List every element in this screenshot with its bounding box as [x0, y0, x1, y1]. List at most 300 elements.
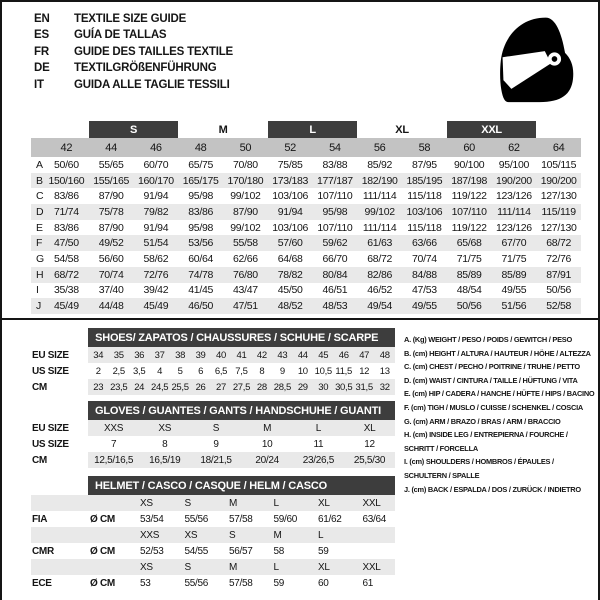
numeric-size: 52 [268, 138, 313, 157]
measurement-value: 103/106 [272, 190, 309, 203]
helmet-size-value: 63/64 [362, 513, 387, 525]
measurement-value: 190/200 [492, 173, 537, 189]
size-value: 9 [279, 365, 285, 377]
helmet-letter-size: XL [306, 495, 351, 511]
measurement-value: 83/88 [322, 158, 348, 171]
measurement-value: 95/100 [498, 158, 530, 171]
spacer-cell [31, 476, 88, 495]
measurement-value: 155/165 [89, 173, 134, 189]
section-title-row [31, 328, 395, 347]
measurement-value: 82/86 [357, 267, 402, 283]
size-row [31, 347, 395, 363]
measurement-value: 91/94 [143, 221, 169, 234]
measurement-value: 127/130 [540, 190, 577, 203]
measurement-value: 78/82 [268, 267, 313, 283]
numeric-size: 62 [492, 138, 537, 157]
measurement-value: 103/106 [272, 221, 309, 234]
helmet-letter-size: S [173, 559, 218, 575]
measurement-value: 47/50 [44, 235, 89, 251]
measurement-value: 87/90 [223, 204, 268, 220]
helmet-size-value: 57/58 [229, 577, 253, 589]
legend-item: J. (cm) BACK / ESPALDA / DOS / ZURÜCK / INDIETRO [404, 484, 581, 494]
size-value: 28 [252, 379, 272, 395]
measurement-value: 72/76 [134, 267, 179, 283]
measurement-value: 185/195 [402, 173, 447, 189]
size-value: 11 [313, 438, 324, 450]
measurement-value: 65/75 [188, 158, 214, 171]
helmet-letter-size: XS [128, 495, 173, 511]
size-value: 43 [272, 347, 292, 363]
measurement-value: 91/94 [268, 204, 313, 220]
measurement-row-e [31, 220, 581, 236]
numeric-size: 44 [89, 138, 134, 157]
letter-size-m: M [218, 123, 228, 136]
measurement-letter: A [36, 158, 43, 171]
measurement-value: 66/70 [322, 252, 348, 265]
section-title-row [31, 476, 395, 495]
legend-item: E. (cm) HIP / CADERA / HANCHE / HÜFTE / HIPS / BACINO [404, 389, 595, 399]
size-value: 38 [170, 347, 190, 363]
measurement-value: 127/130 [540, 221, 577, 234]
helmet-standard-row-ece [31, 575, 395, 591]
measurement-value: 46/51 [322, 284, 348, 297]
size-value: 23 [88, 379, 108, 395]
letter-size-xl: XL [395, 123, 409, 136]
row-label-placeholder [31, 559, 88, 575]
size-value: L [293, 420, 344, 436]
language-title: GUÍA DE TALLAS [74, 29, 167, 42]
size-value: 11,5 [335, 365, 353, 377]
measurement-value: 56/60 [98, 252, 124, 265]
measurement-letter: I [36, 284, 39, 297]
numeric-size: 58 [402, 138, 447, 157]
measurement-value: 99/102 [230, 190, 261, 203]
language-code: ES [34, 29, 49, 42]
size-value: 8 [259, 365, 265, 377]
legend-item: A. (Kg) WEIGHT / PESO / POIDS / GEWITCH / PESO [404, 335, 572, 344]
helmet-size-value: 57/58 [229, 513, 253, 525]
size-value: 16,5/19 [139, 452, 190, 468]
language-code: EN [34, 13, 50, 25]
measurement-value: 52/58 [536, 298, 581, 314]
size-row [31, 436, 395, 452]
measurement-value: 54/58 [53, 252, 79, 265]
size-value: 45 [313, 347, 333, 363]
letter-size-s: S [89, 121, 179, 138]
measurement-value: 107/110 [447, 204, 492, 220]
size-value: 24 [129, 379, 149, 395]
measurement-value: 107/110 [317, 221, 353, 234]
measurement-value: 91/94 [143, 190, 169, 203]
spacer-cell [31, 328, 88, 347]
helmet-size-value: 55/56 [184, 513, 209, 525]
standard-label: CMR [32, 545, 54, 557]
helmet-size-value: 60 [318, 577, 329, 589]
gloves-size-table [31, 401, 395, 468]
size-value: 34 [88, 347, 108, 363]
measurement-value: 90/100 [453, 158, 485, 171]
numeric-size: 54 [313, 138, 358, 157]
measurement-value: 39/42 [143, 284, 169, 297]
racing-helmet-icon [492, 12, 580, 106]
size-row [31, 452, 395, 468]
measurement-value: 50/60 [53, 158, 79, 171]
measurement-value: 74/78 [178, 267, 223, 283]
size-value: 18/21,5 [190, 452, 241, 468]
size-value: 47 [354, 347, 374, 363]
helmet-size-value: 61/62 [318, 513, 342, 525]
language-title: TEXTILGRÖßENFÜHRUNG [74, 62, 217, 75]
helmet-letter-size-row [31, 495, 395, 511]
measurement-value: 50/56 [546, 284, 572, 297]
measurement-value: 85/89 [447, 267, 492, 283]
measurement-letter: F [31, 235, 44, 251]
measurement-value: 45/50 [277, 284, 303, 297]
helmet-size-value: 53/54 [140, 513, 164, 525]
helmet-letter-size: XS [173, 527, 218, 543]
measurement-value: 123/126 [495, 221, 532, 234]
measurement-value: 150/160 [44, 173, 89, 189]
measurement-value: 111/114 [362, 221, 397, 234]
helmet-size-value: 53 [140, 577, 151, 589]
legend-item: B. (cm) HEIGHT / ALTURA / HAUTEUR / HÖHE / ALTEZZA [404, 348, 591, 358]
measurement-legend [404, 333, 596, 496]
spacer-cell [536, 121, 581, 138]
numeric-size-row [31, 138, 581, 157]
helmet-size-value: 58 [273, 545, 285, 557]
measurement-row-f [31, 235, 581, 251]
measurement-value: 68/72 [536, 235, 581, 251]
section-divider-line [0, 318, 600, 320]
measurement-value: 160/170 [134, 173, 179, 189]
measurement-value: 46/52 [367, 284, 393, 297]
spacer-cell [88, 495, 128, 511]
measurement-value: 49/55 [402, 298, 447, 314]
size-value: 24,5 [149, 379, 169, 395]
measurement-letter: H [31, 267, 44, 283]
measurement-row-a [31, 157, 581, 173]
size-value: 6,5 [214, 365, 228, 377]
measurement-value: 177/187 [313, 173, 358, 189]
size-value: 6 [198, 365, 204, 377]
measurement-value: 65/68 [447, 235, 492, 251]
measurement-value: 107/110 [317, 190, 353, 203]
measurement-letter: J [31, 298, 44, 314]
spacer-cell [88, 527, 128, 543]
measurement-value: 43/47 [233, 284, 258, 297]
size-value: 30 [313, 379, 333, 395]
measurement-row-h [31, 267, 581, 283]
helmet-letter-size-row [31, 559, 395, 575]
helmet-size-value: 59 [318, 545, 329, 557]
size-value: XS [139, 420, 190, 436]
measurement-value: 47/51 [223, 298, 268, 314]
size-value: 39 [190, 347, 210, 363]
size-value: XL [344, 420, 395, 436]
helmet-size-value: 54/55 [184, 545, 209, 557]
legend-item: D. (cm) WAIST / CINTURA / TAILLE / HÜFTUNG / VITA [404, 375, 578, 385]
size-value: 26 [190, 379, 210, 395]
diameter-unit-label: Ø CM [90, 577, 115, 589]
measurement-value: 83/86 [53, 190, 79, 203]
size-value: M [242, 420, 293, 436]
size-value: 37 [149, 347, 169, 363]
size-value: 20/24 [242, 452, 293, 468]
helmet-letter-size: S [173, 495, 218, 511]
measurement-row-b [31, 173, 581, 189]
measurement-value: 61/63 [357, 235, 402, 251]
measurement-value: 51/54 [134, 235, 179, 251]
size-value: 25,5 [170, 379, 190, 395]
spacer-cell [31, 401, 88, 420]
spacer-cell [88, 559, 128, 575]
measurement-value: 95/98 [188, 190, 214, 203]
measurement-value: 115/118 [407, 190, 442, 203]
size-value: 23/26,5 [293, 452, 344, 468]
helmet-letter-size: L [262, 559, 307, 575]
legend-item: F. (cm) TIGH / MUSLO / CUISSE / SCHENKEL / COSCIA [404, 402, 583, 412]
helmet-letter-size: L [306, 527, 351, 543]
size-value: 4 [157, 365, 163, 377]
helmet-standard-row-cmr [31, 543, 395, 559]
size-value: 35 [109, 347, 129, 363]
size-value: 7 [110, 438, 117, 450]
diameter-unit-label: Ø CM [90, 513, 115, 525]
measurement-value: 79/82 [134, 204, 179, 220]
measurement-value: 37/40 [98, 284, 124, 297]
size-value: XXS [88, 420, 139, 436]
helmet-letter-size: L [262, 495, 307, 511]
letter-size-l: L [268, 121, 358, 138]
helmet-size-value: 59/60 [273, 513, 298, 525]
spacer-cell [31, 138, 44, 157]
measurement-value: 58/62 [143, 252, 169, 265]
language-row [34, 27, 233, 43]
measurement-value: 80/84 [313, 267, 358, 283]
diameter-unit-label: Ø CM [90, 545, 115, 557]
numeric-size: 60 [447, 138, 492, 157]
size-value: 41 [231, 347, 251, 363]
language-code: DE [34, 62, 50, 75]
measurement-value: 41/45 [188, 284, 214, 297]
measurement-value: 115/118 [407, 221, 442, 234]
size-value: 2 [95, 365, 101, 377]
helmet-size-value: 55/56 [184, 577, 209, 589]
size-value: 3,5 [133, 365, 146, 377]
helmet-letter-size: XL [306, 559, 351, 575]
row-label: CM [32, 381, 47, 393]
helmet-size-value [351, 543, 396, 559]
row-label: US SIZE [32, 438, 69, 450]
helmet-letter-size: M [262, 527, 307, 543]
size-value: 32 [374, 379, 395, 395]
helmet-letter-size: XXL [351, 559, 396, 575]
measurement-value: 60/70 [143, 158, 169, 171]
measurement-value: 49/54 [357, 298, 402, 314]
measurement-row-j [31, 298, 581, 314]
measurement-value: 99/102 [230, 221, 261, 234]
spacer-cell [31, 121, 89, 138]
size-value: 7,5 [235, 365, 248, 377]
measurement-value: 72/76 [546, 252, 572, 265]
size-value: 46 [334, 347, 354, 363]
size-row [31, 420, 395, 436]
measurement-value: 84/88 [402, 267, 447, 283]
legend-item: C. (cm) CHEST / PECHO / POITRINE / TRUHE / PETTO [404, 362, 580, 372]
measurement-value: 165/175 [178, 173, 223, 189]
size-value: 31,5 [354, 379, 374, 395]
helmet-size-value: 56/57 [229, 545, 253, 557]
size-value: 5 [177, 365, 183, 377]
size-value: 48 [374, 347, 395, 363]
measurement-value: 75/78 [89, 204, 134, 220]
measurement-value: 170/180 [223, 173, 268, 189]
measurement-letter: C [36, 190, 44, 203]
measurement-value: 67/70 [492, 235, 537, 251]
letter-size-xxl: XXL [447, 121, 537, 138]
measurement-value: 111/114 [362, 190, 397, 203]
language-code: IT [34, 78, 44, 91]
row-label: EU SIZE [32, 422, 69, 434]
measurement-value: 35/38 [53, 284, 79, 297]
size-value: 42 [252, 347, 272, 363]
measurement-value: 49/55 [501, 284, 527, 297]
measurement-value: 51/56 [492, 298, 537, 314]
language-title: TEXTILE SIZE GUIDE [74, 13, 187, 25]
measurement-value: 87/90 [98, 190, 124, 203]
measurement-letter: B [31, 173, 44, 189]
shoes-size-table [31, 328, 395, 395]
clothing-size-table-body [31, 121, 581, 314]
measurement-value: 44/48 [89, 298, 134, 314]
helmet-size-value: 61 [362, 577, 374, 589]
measurement-value: 48/52 [268, 298, 313, 314]
size-value: 12 [364, 438, 375, 450]
numeric-size: 48 [178, 138, 223, 157]
section-title-row [31, 401, 395, 420]
measurement-value: 70/74 [89, 267, 134, 283]
size-value: S [190, 420, 241, 436]
size-value: 25,5/30 [344, 452, 395, 468]
language-row [34, 77, 233, 93]
numeric-size: 46 [134, 138, 179, 157]
measurement-value: 87/90 [98, 221, 124, 234]
size-value: 10,5 [314, 365, 332, 377]
measurement-value: 71/74 [44, 204, 89, 220]
standard-label: FIA [32, 513, 48, 525]
language-row [34, 44, 233, 60]
size-value: 29 [293, 379, 313, 395]
numeric-size: 50 [223, 138, 268, 157]
measurement-value: 115/119 [536, 204, 581, 220]
measurement-value: 75/85 [277, 158, 303, 171]
measurement-value: 87/91 [536, 267, 581, 283]
measurement-row-g [31, 251, 581, 267]
language-row [34, 60, 233, 76]
helmet-letter-size-row [31, 527, 395, 543]
measurement-value: 55/58 [223, 235, 268, 251]
standard-label: ECE [32, 577, 52, 589]
measurement-value: 71/75 [501, 252, 527, 265]
language-row [34, 11, 233, 27]
size-value: 40 [211, 347, 231, 363]
language-title-block [34, 11, 233, 93]
numeric-size: 64 [536, 138, 581, 157]
measurement-value: 85/89 [492, 267, 537, 283]
measurement-value: 123/126 [495, 190, 532, 203]
helmet-size-value: 52/53 [140, 545, 164, 557]
size-value: 27 [211, 379, 231, 395]
measurement-value: 85/92 [367, 158, 393, 171]
letter-size-row [31, 121, 581, 138]
measurement-value: 105/115 [541, 158, 577, 171]
language-title: GUIDE DES TAILLES TEXTILE [74, 45, 233, 58]
size-value: 12 [359, 365, 370, 377]
helmet-letter-size: XS [128, 559, 173, 575]
measurement-value: 63/66 [402, 235, 447, 251]
row-label-placeholder [31, 495, 88, 511]
helmet-letter-size: XXL [351, 495, 396, 511]
measurement-value: 70/80 [233, 158, 258, 171]
measurement-value: 48/54 [456, 284, 482, 297]
size-value: 28,5 [272, 379, 292, 395]
legend-item: G. (cm) ARM / BRAZO / BRAS / ARM / BRACCIO [404, 416, 561, 426]
row-label-placeholder [31, 527, 88, 543]
section-title-bar: HELMET / CASCO / CASQUE / HELM / CASCO [88, 476, 395, 495]
measurement-value: 119/122 [451, 190, 487, 203]
measurement-letter: E [36, 221, 43, 234]
size-value: 44 [293, 347, 313, 363]
numeric-size: 56 [357, 138, 402, 157]
row-label: EU SIZE [32, 349, 69, 361]
size-row [31, 363, 395, 379]
size-value: 9 [213, 438, 219, 450]
measurement-value: 71/75 [456, 252, 482, 265]
measurement-value: 70/74 [412, 252, 437, 265]
measurement-row-c [31, 188, 581, 204]
measurement-value: 53/56 [178, 235, 223, 251]
measurement-value: 47/53 [412, 284, 437, 297]
measurement-value: 187/198 [447, 173, 492, 189]
measurement-value: 57/60 [268, 235, 313, 251]
helmet-size-value: 59 [273, 577, 285, 589]
measurement-letter: D [31, 204, 44, 220]
measurement-value: 45/49 [134, 298, 179, 314]
measurement-value: 45/49 [44, 298, 89, 314]
legend-item: H. (cm) INSIDE LEG / ENTREPIERNA / FOURCHE / SCHRITT / FORCELLA [404, 430, 568, 453]
helmet-letter-size: M [217, 559, 262, 575]
size-value: 10 [261, 438, 273, 450]
size-value: 10 [297, 365, 308, 377]
measurement-value: 95/98 [188, 221, 214, 234]
language-code: FR [34, 45, 49, 58]
size-value: 27,5 [231, 379, 251, 395]
measurement-row-d [31, 204, 581, 220]
measurement-value: 95/98 [313, 204, 358, 220]
measurement-value: 99/102 [357, 204, 402, 220]
size-value: 2,5 [112, 365, 125, 377]
measurement-value: 87/95 [412, 158, 437, 171]
measurement-value: 50/56 [447, 298, 492, 314]
helmet-standard-row-fia [31, 511, 395, 527]
measurement-value: 173/183 [268, 173, 313, 189]
size-value: 13 [379, 365, 390, 377]
measurement-value: 83/86 [178, 204, 223, 220]
size-value: 23,5 [109, 379, 129, 395]
size-value: 12,5/16,5 [88, 452, 139, 468]
measurement-value: 182/190 [357, 173, 402, 189]
size-value: 30,5 [334, 379, 354, 395]
